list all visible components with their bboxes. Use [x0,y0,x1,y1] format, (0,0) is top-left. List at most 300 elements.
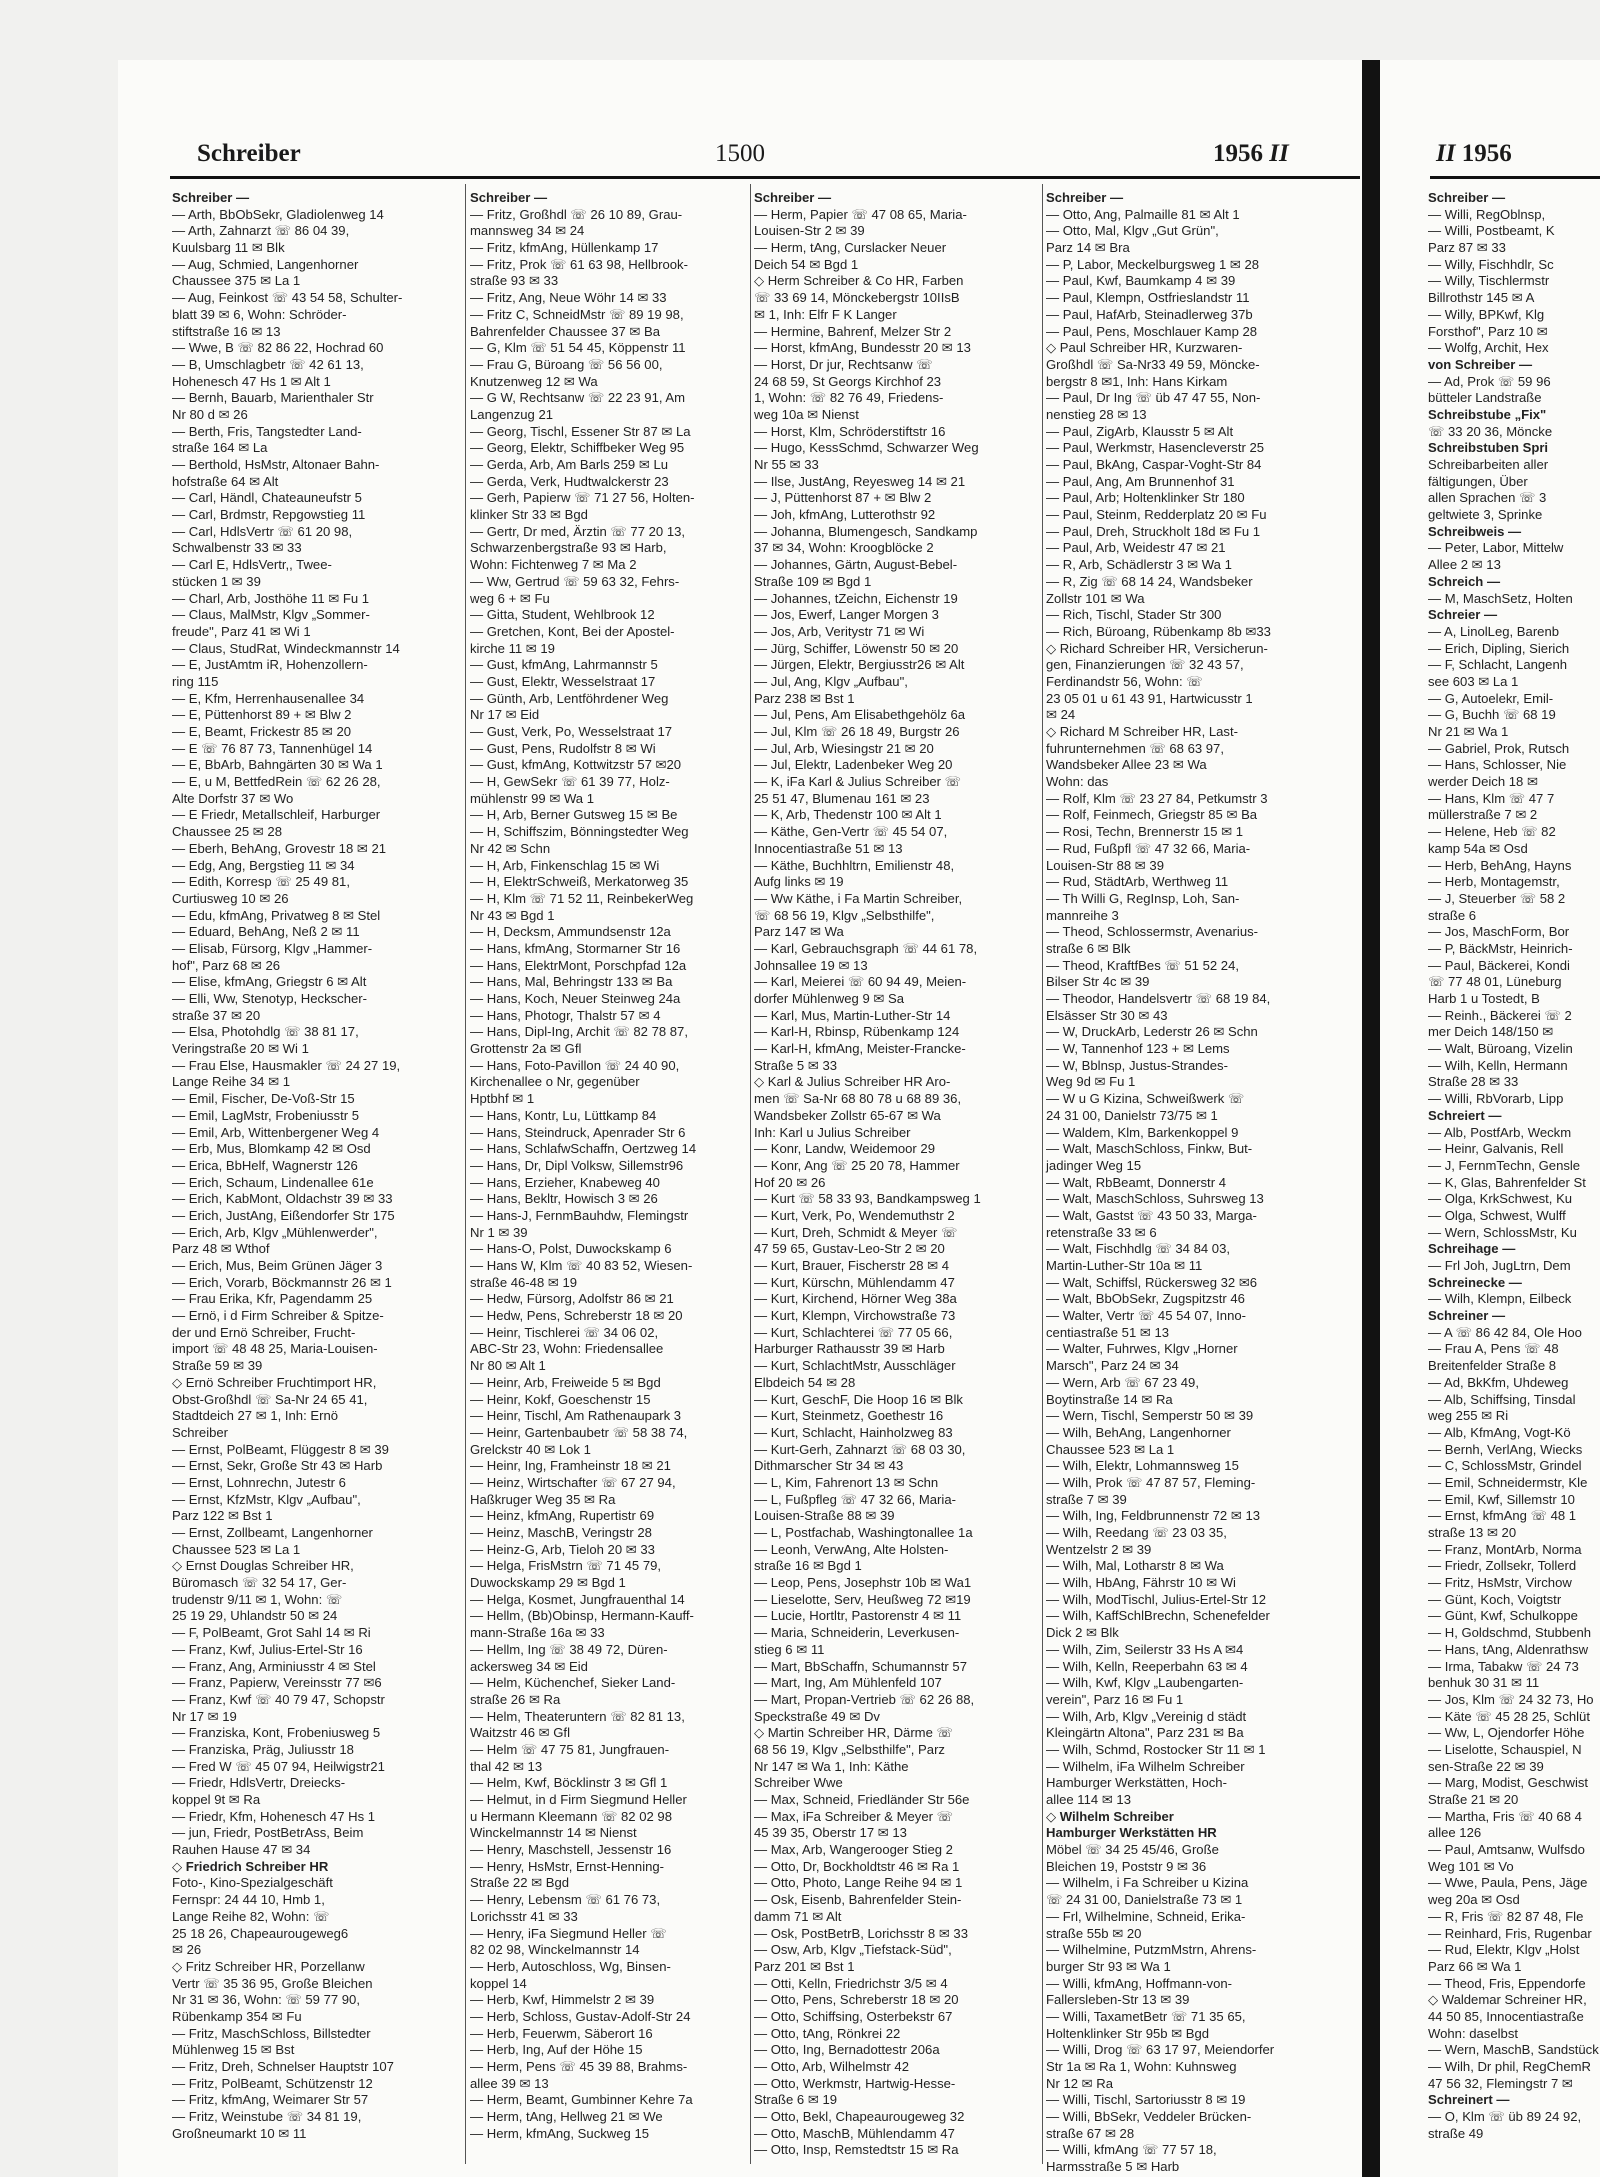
directory-entry-line: — F, PolBeamt, Grot Sahl 14 ✉ Ri [172,1625,371,1641]
directory-entry-line: — Kurt, Brauer, Fischerstr 28 ✉ 4 [754,1258,950,1273]
directory-entry-line: — Otto, Dr, Bockholdtstr 46 ✉ Ra 1 [754,1858,960,1874]
directory-entry-line: — Kurt, Klempn, Virchowstraße 73 [754,1308,956,1324]
directory-entry-line: — Kurt, Kürschn, Mühlendamm 47 [754,1274,955,1290]
directory-entry-line: — Hans-J, FernmBauhdw, Flemingstr [470,1207,689,1223]
directory-entry-line: — Paul, Ang, Am Brunnenhof 31 [1046,473,1235,489]
directory-entry-line: — Otto, Insp, Remstedtstr 15 ✉ Ra [754,2142,959,2158]
directory-entry-line: ◇ Waldemar Schreiner HR, [1428,1992,1587,2008]
directory-entry-line: Fallersleben-Str 13 ✉ 39 [1046,1992,1190,2008]
directory-entry-line: — Paul, Klempn, Ostfrieslandstr 11 [1046,290,1250,306]
directory-entry-line: Wentzelstr 2 ✉ 39 [1046,1541,1152,1557]
directory-entry-line: — Herm, tAng, Curslacker Neuer [754,240,947,256]
directory-entry-line: — Frau A, Pens ☏ 48 [1428,1341,1559,1357]
directory-entry-line: — Jos, Arb, Veritystr 71 ✉ Wi [754,623,925,639]
directory-entry-line: — Osk, Eisenb, Bahrenfelder Stein- [754,1892,962,1908]
directory-entry-line: straße 46-48 ✉ 19 [470,1274,578,1290]
directory-entry-line: Hamburger Werkstätten, Hoch- [1046,1775,1227,1791]
directory-entry-line: — Herm, Papier ☏ 47 08 65, Maria- [754,206,967,222]
directory-entry-line: 25 19 29, Uhlandstr 50 ✉ 24 [172,1608,338,1624]
directory-entry-line: Schreiber — [754,190,832,205]
directory-entry-line: — Horst, Klm, Schröderstiftstr 16 [754,423,946,439]
directory-entry-line: — Frau G, Büroang ☏ 56 56 00, [470,356,663,372]
directory-entry-line: — Ernö, i d Firm Schreiber & Spitze- [172,1308,384,1324]
directory-entry-line: ◇ Richard Schreiber HR, Versicherun- [1046,640,1268,656]
page-number: 1500 [715,140,765,167]
directory-entry-line: — K, Glas, Bahrenfelder St [1428,1174,1586,1190]
right-page-header-volume [1436,140,1512,174]
directory-entry-line: — Jos, MaschForm, Bor [1428,924,1570,940]
directory-entry-line: — E Friedr, Metallschleif, Harburger [172,807,381,823]
directory-entry-line: — Gerh, Papierw ☏ 71 27 56, Holten- [470,490,695,506]
directory-entry-line: mühlenstr 99 ✉ Wa 1 [470,790,595,806]
directory-entry-line: Schreiber — [470,190,548,205]
directory-entry-line: — Wilh, Kelln, Reeperbahn 63 ✉ 4 [1046,1658,1248,1674]
directory-entry-line: — Paul, Arb; Holtenklinker Str 180 [1046,490,1245,506]
directory-entry-line: — E, Püttenhorst 89 + ✉ Blw 2 [172,707,352,723]
directory-entry-line: Nr 80 ✉ Alt 1 [470,1358,546,1374]
directory-entry-line: Schreier — [1428,607,1498,623]
directory-entry-line: — Paul, Arb, Weidestr 47 ✉ 21 [1046,540,1226,556]
directory-entry-line: — Heinr, Galvanis, Rell [1428,1141,1564,1157]
directory-entry-line: Billrothstr 145 ✉ A [1428,290,1535,306]
directory-entry-line: ◇ Karl & Julius Schreiber HR Aro- [754,1074,951,1090]
directory-entry-line: Marsch", Parz 24 ✉ 34 [1046,1358,1179,1374]
directory-entry-line: — Walt, MaschSchloss, Finkw, But- [1046,1141,1253,1157]
directory-entry-line: 25 18 26, Chapeaurougeweg6 [172,1925,349,1941]
directory-entry-line: — Frau Else, Hausmakler ☏ 24 27 19, [172,1057,401,1073]
directory-entry-line: Wandsbeker Allee 23 ✉ Wa [1046,757,1207,773]
directory-entry-line: — Horst, Dr jur, Rechtsanw ☏ [754,356,933,372]
directory-entry-line: — Erich, Mus, Beim Grünen Jäger 3 [172,1258,383,1273]
column-separator [465,184,466,2164]
directory-entry-line: — Wilh, Mal, Lotharstr 8 ✉ Wa [1046,1558,1224,1574]
directory-entry-line: — Franz, MontArb, Norma [1428,1541,1582,1557]
directory-entry-line: Nr 80 d ✉ 26 [172,406,248,422]
directory-entry-line: — Theod, Schlossermstr, Avenarius- [1046,924,1259,940]
directory-entry-line: — Hans, Dr, Dipl Volksw, Sillemstr96 [470,1157,684,1173]
directory-entry-line: — Ad, Prok ☏ 59 96 [1428,373,1551,389]
directory-entry-line: nenstieg 28 ✉ 13 [1046,406,1147,422]
directory-entry-line: Schwalbenstr 33 ✉ 33 [172,540,302,556]
directory-entry-line: — Otto, Arb, Wilhelmstr 42 [754,2059,909,2074]
directory-entry-line: — Karl-H, Rbinsp, Rübenkamp 124 [754,1024,960,1040]
directory-entry-line: Hof 20 ✉ 26 [754,1174,826,1190]
directory-entry-line: Schreibarbeiten aller [1428,457,1549,472]
directory-entry-line: 24 68 59, St Georgs Kirchhof 23 [754,373,942,389]
directory-entry-line: blatt 39 ✉ 6, Wohn: Schröder- [172,306,347,322]
directory-entry-line: — Emil, Schneidermstr, Kle [1428,1474,1588,1490]
directory-entry-line: — Wolfg, Archit, Hex [1428,340,1549,356]
directory-entry-line: — G W, Rechtsanw ☏ 22 23 91, Am [470,390,686,406]
directory-entry-line: — J, Steuerber ☏ 58 2 [1428,890,1566,906]
directory-entry-line: — Helm, Kwf, Böcklinstr 3 ✉ Gfl 1 [470,1775,668,1791]
directory-entry-line: Nr 21 ✉ Wa 1 [1428,724,1509,739]
directory-entry-line: — J, Püttenhorst 87 + ✉ Blw 2 [754,490,932,506]
directory-entry-line: — H, Schiffszim, Bönningstedter Weg [470,824,689,840]
directory-entry-line: — Berthold, HsMstr, Altonaer Bahn- [172,457,380,472]
directory-entry-line: — Hellm, Ing ☏ 38 49 72, Düren- [470,1641,668,1657]
directory-entry-line: — W u G Kizina, Schweißwerk ☏ [1046,1091,1245,1107]
directory-entry-line: Elsässer Str 30 ✉ 43 [1046,1007,1168,1023]
directory-entry-line: — Frl, Wilhelmine, Schneid, Erika- [1046,1908,1246,1924]
directory-entry-line: Straße 21 ✉ 20 [1428,1792,1519,1807]
directory-entry-line: Rübenkamp 354 ✉ Fu [172,2008,302,2024]
directory-entry-line: Dick 2 ✉ Blk [1046,1625,1119,1641]
directory-entry-line: 68 56 19, Klgv „Selbsthilfe", Parz [754,1741,945,1757]
directory-entry-line: — Jul, Klm ☏ 26 18 49, Burgstr 26 [754,724,960,739]
directory-entry-line: — Eberh, BehAng, Grovestr 18 ✉ 21 [172,840,387,856]
directory-entry-line: geltwiete 3, Sprinke [1428,507,1543,523]
directory-entry-line: — Hans, Schlosser, Nie [1428,757,1567,773]
directory-entry-line: Großhdl ☏ Sa-Nr33 49 59, Mönckе- [1046,356,1260,372]
directory-entry-line: — Ilse, JustAng, Reyesweg 14 ✉ 21 [754,473,966,489]
directory-entry-line: Kuulsbarg 11 ✉ Blk [172,240,285,256]
directory-entry-line: Str 1a ✉ Ra 1, Wohn: Kuhnsweg [1046,2059,1237,2074]
directory-entry-line: Bahrenfelder Chaussee 37 ✉ Ba [470,323,661,339]
directory-entry-line: — Charl, Arb, Josthöhe 11 ✉ Fu 1 [172,590,370,606]
directory-entry-line: — Arth, BbObSekr, Gladiolenweg 14 [172,206,384,222]
directory-entry-line: allee 114 ✉ 13 [1046,1792,1131,1807]
directory-column-2 [470,190,748,2165]
directory-entry-line: — Liselotte, Schauspiel, N [1428,1741,1582,1757]
directory-entry-line: — Marg, Modist, Geschwist [1428,1775,1589,1791]
directory-entry-line: Straße 5 ✉ 33 [754,1057,838,1073]
directory-entry-line: — E, u M, BettfedRein ☏ 62 26 28, [172,774,381,790]
directory-entry-line: fuhrunternehmen ☏ 68 63 97, [1046,740,1224,756]
directory-entry-line: Foto-, Kino-Spezialgeschäft [172,1875,333,1891]
directory-entry-line: Knutzenweg 12 ✉ Wa [470,373,598,389]
directory-entry-line: — Gabriel, Prok, Rutsch [1428,740,1570,756]
directory-entry-line: — Rolf, Klm ☏ 23 27 84, Petkumstr 3 [1046,790,1268,806]
directory-entry-line: Schreiber — [172,190,250,205]
directory-entry-line: — B, Umschlagbetr ☏ 42 61 13, [172,356,364,372]
directory-entry-line: — Friedr, Kfm, Hohenesch 47 Hs 1 [172,1808,376,1824]
directory-entry-line: 82 02 98, Winckelmannstr 14 [470,1942,640,1958]
directory-entry-line: — Gerda, Verk, Hudtwalckerstr 23 [470,473,669,489]
directory-entry-line: — Rud, Fußpfl ☏ 47 32 66, Maria- [1046,840,1251,856]
directory-entry-line: — Herb, BehAng, Hayns [1428,857,1572,873]
directory-entry-line: — Fritz, kfmAng, Hüllenkamp 17 [470,240,659,256]
directory-entry-line: Harmsstraße 5 ✉ Harb [1046,2159,1180,2175]
directory-entry-line: — Friedr, HdlsVertr, Dreiecks- [172,1775,346,1791]
directory-entry-line: — Hans, Bekltr, Howisch 3 ✉ 26 [470,1191,658,1207]
directory-entry-line: — Heinz, Wirtschafter ☏ 67 27 94, [470,1474,676,1490]
directory-entry-line: — Alb, KfmAng, Vogt-Kö [1428,1424,1571,1440]
directory-entry-line: — Edith, Korresp ☏ 25 49 81, [172,874,350,890]
directory-entry-line: — Aug, Feinkost ☏ 43 54 58, Schulter- [172,290,403,306]
directory-entry-line: Harb 1 u Tostedt, B [1428,991,1540,1006]
right-year-label: 1956 [1461,140,1512,167]
directory-entry-line: — Heinr, Tischlerei ☏ 34 06 02, [470,1324,659,1340]
directory-entry-line: — P, BäckMstr, Heinrich- [1428,940,1573,956]
directory-entry-line: — A ☏ 86 42 84, Ole Hoo [1428,1324,1582,1340]
directory-entry-line: — Herb, Autoschloss, Wg, Binsen- [470,1958,671,1974]
directory-entry-line: Curtiusweg 10 ✉ 26 [172,890,289,906]
directory-entry-line: — Georg, Tischl, Essener Str 87 ✉ La [470,423,691,439]
directory-entry-line: Ferdinandstr 56, Wohn: ☏ [1046,673,1203,689]
directory-entry-line: Parz 238 ✉ Bst 1 [754,690,855,706]
directory-entry-line: — Theod, Fris, Eppendorfe [1428,1975,1586,1991]
directory-entry-line: Hohenesch 47 Hs 1 ✉ Alt 1 [172,373,331,389]
directory-entry-line: straße 26 ✉ Ra [470,1691,561,1707]
directory-entry-line: Inh: Karl u Julius Schreiber [754,1124,911,1140]
directory-entry-line: 23 05 01 u 61 43 91, Hartwicusstr 1 [1046,690,1253,706]
directory-entry-line: — Ernst, Sekr, Große Str 43 ✉ Harb [172,1458,383,1474]
directory-entry-line: — Herb, Ing, Auf der Höhe 15 [470,2042,643,2058]
directory-entry-line: — H, Goldschmd, Stubbenh [1428,1625,1592,1641]
directory-entry-line: — Berth, Fris, Tangstedter Land- [172,423,362,439]
directory-entry-line: Wohn: Fichtenweg 7 ✉ Ma 2 [470,557,637,573]
directory-entry-line: koppel 14 [470,1975,527,1991]
directory-entry-line: — Hans, Kontr, Lu, Lüttkamp 84 [470,1107,657,1123]
directory-entry-line: — Paul, HafArb, Steinadlerweg 37b [1046,306,1253,322]
directory-entry-line: Zollstr 101 ✉ Wa [1046,590,1145,606]
directory-entry-line: — Günt, Kwf, Schulkoppe [1428,1608,1578,1624]
directory-entry-line: hofstraße 64 ✉ Alt [172,473,279,489]
directory-entry-line: werder Deich 18 ✉ [1428,774,1538,790]
directory-entry-line: mannreihe 3 [1046,907,1119,923]
directory-entry-line: trudenstr 9/11 ✉ 1, Wohn: ☏ [172,1591,343,1607]
directory-entry-line: Lange Reihe 82, Wohn: ☏ [172,1908,330,1924]
directory-entry-line: — Herm, Beamt, Gumbinner Kehre 7a [470,2092,693,2108]
directory-entry-line: — Alb, Schiffsing, Tinsdal [1428,1391,1576,1407]
directory-entry-line: — Hans, Dipl-Ing, Archit ☏ 82 78 87, [470,1024,688,1040]
directory-entry-line: — Fritz C, SchneidMstr ☏ 89 19 98, [470,306,684,322]
directory-entry-line: mannsweg 34 ✉ 24 [470,223,585,239]
directory-entry-line: — Rud, Elektr, Klgv „Holst [1428,1942,1580,1958]
directory-entry-line: ◇ Herm Schreiber & Co HR, Farben [754,273,964,289]
directory-entry-line: — W, Tannenhof 123 + ✉ Lems [1046,1041,1230,1057]
directory-entry-line: — O, Klm ☏ üb 89 24 92, [1428,2109,1582,2125]
directory-entry-line: — Wilh, Kwf, Klgv „Laubengarten- [1046,1675,1244,1691]
directory-entry-line: — Heinr, Tischl, Am Rathenaupark 3 [470,1408,682,1424]
directory-entry-line: Straße 109 ✉ Bgd 1 [754,573,872,589]
directory-entry-line: — Wilh, Klempn, Eilbeck [1428,1291,1572,1307]
directory-entry-line: — Olga, Schwest, Wulff [1428,1207,1566,1223]
directory-entry-line: burger Str 93 ✉ Wa 1 [1046,1958,1171,1974]
page-header-title: Schreiber [197,140,301,167]
directory-entry-line: — Rosi, Techn, Brennerstr 15 ✉ 1 [1046,824,1244,840]
directory-entry-line: stieg 6 ✉ 11 [754,1641,825,1657]
directory-entry-line: Lorichsstr 41 ✉ 33 [470,1908,578,1924]
directory-entry-line: — Paul, ZigArb, Klausstr 5 ✉ Alt [1046,423,1234,439]
directory-entry-line: weg 10a ✉ Nienst [754,406,859,422]
directory-entry-line: straße 7 ✉ 39 [1046,1491,1127,1507]
directory-entry-line: — Otto, Photo, Lange Reihe 94 ✉ 1 [754,1875,963,1891]
directory-entry-line: Parz 14 ✉ Bra [1046,240,1130,256]
directory-entry-line: Johnsallee 19 ✉ 13 [754,957,868,973]
directory-entry-line: — Wilh, Kelln, Hermann [1428,1057,1568,1073]
directory-entry-line: — Kurt, Schlacht, Hainholzweg 83 [754,1424,953,1440]
directory-entry-line: Speckstraße 49 ✉ Dv [754,1708,880,1724]
directory-entry-line: — Paul, Pens, Moschlauer Kamp 28 [1046,323,1258,339]
directory-entry-line: — H, ElektrSchweiß, Merkatorweg 35 [470,874,689,890]
directory-entry-line: Louisen-Str 2 ✉ 39 [754,223,865,239]
directory-entry-line: — H, Arb, Finkenschlag 15 ✉ Wi [470,857,660,873]
directory-column-4 [1046,190,1346,2175]
directory-entry-line: — Hans-O, Polst, Duwockskamp 6 [470,1241,672,1257]
directory-entry-line: — Wilhelm, i Fa Schreiber u Kizina [1046,1875,1249,1891]
directory-entry-line: — Willi, TaxametBetr ☏ 71 35 65, [1046,2008,1246,2024]
directory-entry-line: ABC-Str 23, Wohn: Friedensallee [470,1341,664,1357]
directory-entry-line: — E ☏ 76 87 73, Tannenhügel 14 [172,740,373,756]
directory-entry-line: straße 37 ✉ 20 [172,1007,261,1023]
directory-entry-line: — Gust, Elektr, Wesselstraat 17 [470,673,656,689]
directory-entry-line: — Wwe, Paula, Pens, Jäge [1428,1875,1588,1891]
directory-entry-line: — Heinr, Kokf, Goeschenstr 15 [470,1391,651,1407]
directory-entry-line: — W, DruckArb, Lederstr 26 ✉ Schn [1046,1024,1258,1040]
directory-entry-line: — Kurt, Dreh, Schmidt & Meyer ☏ [754,1224,958,1240]
directory-entry-line: Hamburger Werkstätten HR [1046,1825,1217,1841]
directory-entry-line: — Franziska, Präg, Juliusstr 18 [172,1741,354,1757]
directory-entry-line: — Walt, MaschSchloss, Suhrsweg 13 [1046,1191,1264,1207]
directory-entry-line: straße 16 ✉ Bgd 1 [754,1558,862,1574]
directory-entry-line: — Kurt, Schlachterei ☏ 77 05 66, [754,1324,953,1340]
directory-entry-line: — Henry, Lebensm ☏ 61 76 73, [470,1892,661,1908]
directory-entry-line: — Heinr, Arb, Freiweide 5 ✉ Bgd [470,1374,661,1390]
directory-entry-line: — Gust, Pens, Rudolfstr 8 ✉ Wi [470,740,656,756]
volume-label: II [1269,140,1289,167]
directory-entry-line: — Fritz, Prok ☏ 61 63 98, Hellbrook- [470,256,688,272]
directory-entry-line: Weg 9d ✉ Fu 1 [1046,1074,1136,1090]
directory-entry-line: Grelckstr 40 ✉ Lok 1 [470,1441,591,1457]
directory-entry-line: — Aug, Schmied, Langenhorner [172,256,359,272]
directory-entry-line: — Ww Käthe, i Fa Martin Schreiber, [754,890,963,906]
directory-entry-line: Straße 22 ✉ Bgd [470,1875,570,1891]
directory-entry-line: — Paul, BkAng, Caspar-Voght-Str 84 [1046,457,1262,472]
directory-entry-line: — Wilh, Dr phil, RegChemR [1428,2059,1591,2074]
directory-entry-line: ◇ Ernö Schreiber Fruchtimport HR, [172,1374,377,1390]
directory-entry-line: — L, Postfachab, Washingtonallee 1a [754,1525,973,1540]
directory-entry-line: ☏ 68 56 19, Klgv „Selbsthilfe", [754,907,935,923]
directory-entry-line: klinker Str 33 ✉ Bgd [470,507,588,523]
directory-entry-line: ☏ 33 20 36, Möncke [1428,423,1553,439]
directory-entry-line: Wohn: daselbst [1428,2025,1519,2041]
directory-entry-line: Duwockskamp 29 ✉ Bgd 1 [470,1575,626,1591]
directory-entry-line: — Claus, MalMstr, Klgv „Sommer- [172,607,370,623]
directory-entry-line: — Carl, Händl, Chateaunеufstr 5 [172,490,362,506]
directory-entry-line: — Fritz, kfmAng, Weimarer Str 57 [172,2092,369,2108]
directory-entry-line: — Wilh, ModTischl, Julius-Ertel-Str 12 [1046,1591,1266,1607]
directory-entry-line: Nr 1 ✉ 39 [470,1224,528,1240]
directory-entry-line: — Paul, Werkmstr, Hasencleverstr 25 [1046,440,1265,456]
directory-entry-line: ☏ 77 48 01, Lüneburg [1428,974,1562,990]
directory-entry-line: — K, Arb, Thedenstr 100 ✉ Alt 1 [754,807,942,823]
directory-entry-line: — Elsa, Photohdlg ☏ 38 81 17, [172,1024,359,1040]
directory-entry-line: — Walter, Fuhrwes, Klgv „Horner [1046,1341,1238,1357]
directory-entry-line: — L, Kim, Fahrenort 13 ✉ Schn [754,1474,939,1490]
directory-entry-line: 37 ✉ 34, Wohn: Kroogblöcke 2 [754,540,934,556]
directory-entry-line: — Willi, RbVorarb, Lipp [1428,1091,1564,1107]
directory-entry-line: — Olga, KrkSchwest, Ku [1428,1191,1573,1207]
directory-entry-line: — Gitta, Student, Wehlbrook 12 [470,607,655,623]
column-separator [750,184,751,2164]
directory-entry-line: — Claus, StudRat, Windeckmannstr 14 [172,640,400,656]
book-gutter [1362,60,1382,2177]
directory-entry-line: — Jul, Ang, Klgv „Aufbau", [754,673,908,689]
directory-entry-line: — Edg, Ang, Bergstieg 11 ✉ 34 [172,857,355,873]
directory-entry-line: — Henry, Maschstell, Jessenstr 16 [470,1842,672,1858]
directory-entry-line: — Willi, Tischl, Sartoriusstr 8 ✉ 19 [1046,2092,1246,2108]
directory-entry-line: Nr 147 ✉ Wa 1, Inh: Käthe [754,1758,909,1774]
directory-entry-line: — Rich, Tischl, Stader Str 300 [1046,607,1222,623]
right-volume-label: II [1436,140,1456,167]
directory-entry-line: — Bernh, VerlAng, Wiecks [1428,1441,1583,1457]
directory-entry-line: — Wilh, Arb, Klgv „Vereinig d städt [1046,1708,1247,1724]
directory-entry-line: fältigungen, Über [1428,473,1528,489]
directory-entry-line: — Georg, Elektr, Schiffbeker Weg 95 [470,440,685,456]
directory-entry-line: — Emil, LagMstr, Frobeniusstr 5 [172,1107,360,1123]
directory-entry-line: — Jul, Pens, Am Elisabethgehölz 6a [754,707,966,723]
directory-entry-line: ◇ Richard M Schreiber HR, Last- [1046,724,1238,739]
directory-entry-line: — Fritz, HsMstr, Virchow [1428,1575,1572,1591]
directory-entry-line: — Otto, Ang, Palmaille 81 ✉ Alt 1 [1046,206,1240,222]
directory-entry-line: — Erich, Arb, Klgv „Mühlenwerder", [172,1224,378,1240]
directory-entry-line: freude", Parz 41 ✉ Wi 1 [172,623,311,639]
directory-entry-line: — Erich, Vorarb, Böckmannstr 26 ✉ 1 [172,1274,392,1290]
directory-entry-line: — Paul, Steinm, Redderplatz 20 ✉ Fu [1046,507,1267,523]
directory-entry-line: straße 67 ✉ 28 [1046,2125,1135,2141]
directory-entry-line: 44 50 85, Innocentiastraße [1428,2008,1584,2024]
directory-entry-line: — Max, Schneid, Friedländer Str 56e [754,1792,970,1807]
directory-entry-line: kirche 11 ✉ 19 [470,640,555,656]
directory-entry-line: — H, Decksm, Ammundsenstr 12a [470,924,671,940]
directory-entry-line: — Wilh, Schmd, Rostocker Str 11 ✉ 1 [1046,1741,1266,1757]
directory-entry-line: — A, LinolLeg, Barenb [1428,623,1560,639]
directory-entry-line: — Willi, RegOblnsp, [1428,206,1546,222]
directory-entry-line: — Käthe, Buchhltrn, Emilienstr 48, [754,857,955,873]
directory-entry-line: Louisen-Straße 88 ✉ 39 [754,1508,895,1524]
directory-entry-line: Schreiber [172,1424,229,1440]
directory-entry-line: — Hans, Photogr, Thalstr 57 ✉ 4 [470,1007,661,1023]
directory-entry-line: straße 55b ✉ 20 [1046,1925,1142,1941]
directory-entry-line: — Walt, Büroang, Vizelin [1428,1041,1573,1057]
directory-entry-line: — Fritz, Weinstube ☏ 34 81 19, [172,2109,362,2125]
directory-entry-line: — Franziska, Kont, Frobeniusweg 5 [172,1725,381,1741]
directory-entry-line: — L, Fußpfleg ☏ 47 32 66, Maria- [754,1491,956,1507]
directory-entry-line: — Paul, Dreh, Struckholt 18d ✉ Fu 1 [1046,523,1261,539]
directory-entry-line: — Ad, BkKfm, Uhdeweg [1428,1374,1569,1390]
directory-entry-line: — Hermine, Bahrenf, Melzer Str 2 [754,323,952,339]
directory-entry-line: — Hedw, Pens, Schreberstr 18 ✉ 20 [470,1308,683,1324]
directory-entry-line: — Maria, Schneiderin, Leverkusen- [754,1625,960,1641]
directory-entry-line: — Otto, tAng, Rönkrei 22 [754,2025,901,2041]
directory-entry-line: — R, Arb, Schädlerstr 3 ✉ Wa 1 [1046,557,1232,573]
directory-entry-line: — Otto, Werkmstr, Hartwig-Hesse- [754,2075,956,2091]
directory-entry-line: — Edu, kfmAng, Privatweg 8 ✉ Stel [172,907,381,923]
directory-entry-line: Großneumarkt 10 ✉ 11 [172,2125,307,2141]
directory-entry-line: import ☏ 48 48 25, Maria-Louisen- [172,1341,378,1357]
directory-entry-line: retenstraße 33 ✉ 6 [1046,1224,1157,1240]
directory-entry-line: — Kurt, Kirchend, Hörner Weg 38a [754,1291,957,1307]
directory-entry-line: jadinger Weg 15 [1046,1157,1142,1173]
directory-entry-line: — Horst, kfmAng, Bundesstr 20 ✉ 13 [754,340,971,356]
directory-entry-line: — Th Willi G, RegInsp, Loh, San- [1046,890,1240,906]
directory-entry-line: kamp 54a ✉ Osd [1428,840,1528,856]
directory-entry-line: — Willi, kfmAng, Hoffmann-von- [1046,1975,1233,1991]
year-label: 1956 [1213,140,1263,167]
directory-entry-line: — Lieselotte, Serv, Heußweg 72 ✉19 [754,1591,971,1607]
directory-entry-line: — Ernst, Zollbeamt, Langenhorner [172,1525,373,1540]
directory-entry-line: Bilser Str 4c ✉ 39 [1046,974,1150,990]
directory-entry-line: straße 6 [1428,907,1477,923]
directory-entry-line: 45 39 35, Oberstr 17 ✉ 13 [754,1825,907,1841]
directory-entry-line: — Erb, Mus, Blomkamp 42 ✉ Osd [172,1141,371,1157]
directory-entry-line: gen, Finanzierungen ☏ 32 43 57, [1046,657,1244,673]
right-header-rule [1430,176,1600,179]
directory-entry-line: — Herm, tAng, Hellweg 21 ✉ We [470,2109,663,2125]
directory-entry-line: men ☏ Sa-Nr 68 80 78 u 68 89 36, [754,1091,962,1107]
